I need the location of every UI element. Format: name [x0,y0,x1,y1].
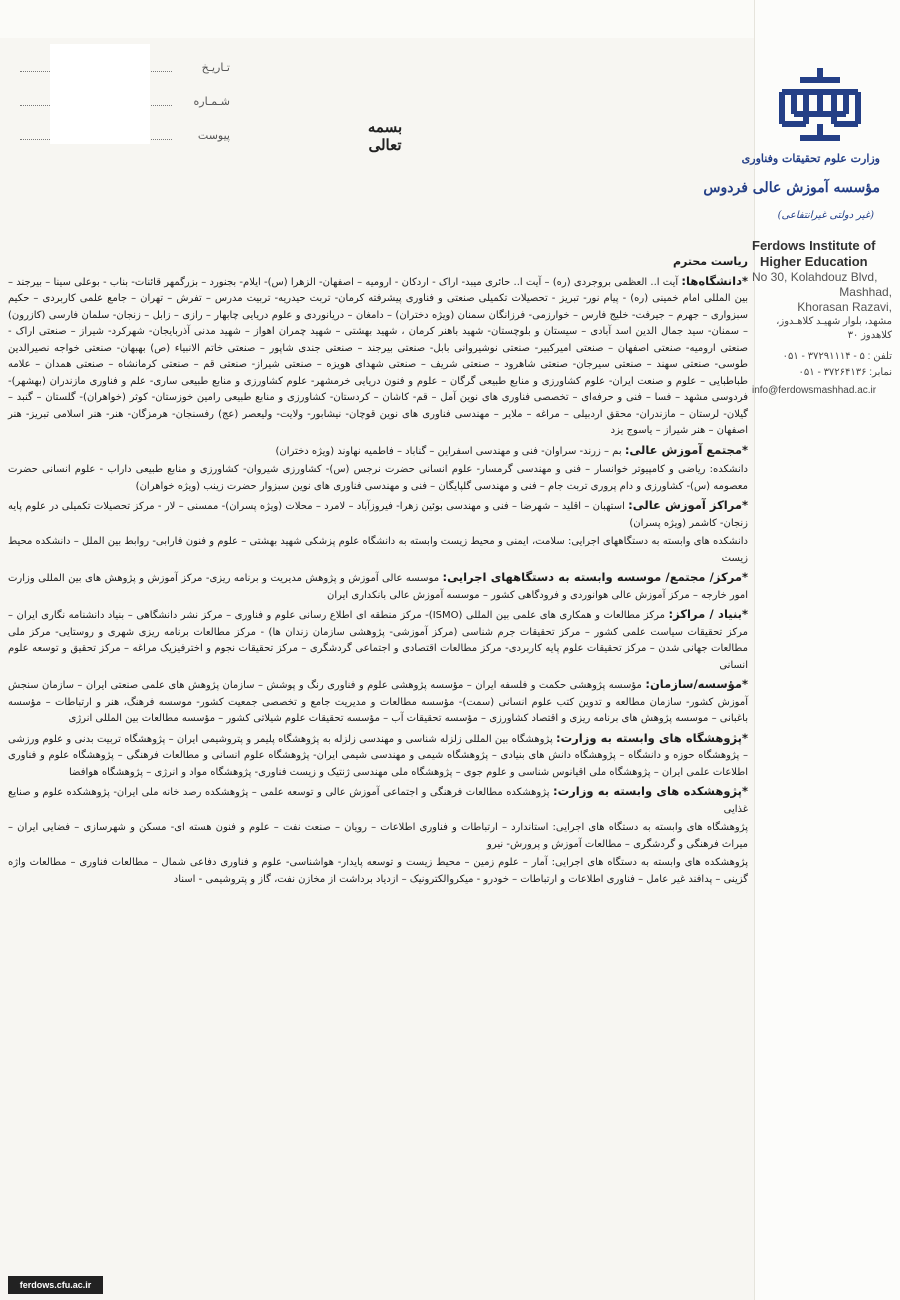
phone-number: تلفن : ۵ - ۳۷۲۹۱۱۱۴ - ۰۵۱ [782,351,892,362]
section-text: دانشکده: ریاضی و کامپیوتر خوانسار – فنی و مهندسی گرمسار- علوم انسانی حضرت نرجس (س)- کشاورزی شیروان- کشاورزی و منابع طبیعی داراب - علوم انسانی حضرت معصومه (س)- کشاورزی و دام پروری تربت جام – فنی و مهندسی گلپایگان – فنی و مهندسی فناوری های نوین سبزوار حضرت زینب (ویژه خواهران) [8,464,748,492]
letter-section [8,820,748,853]
section-label: *دانشگاه‌ها: [681,273,748,288]
section-text: پژوهشکده های وابسته به دستگاه های اجرایی: آمار – علوم زمین – محیط زیست و توسعه پایدار- هواشناسی- علوم و فناوری دفاعی شمال – مطالعات فناوری – مطالعات واژه گزینی – پدافند غیر عامل – فناوری اطلاعات و ارتباطات – خودرو - میکروالکترونیک – ازدیاد برداشت از مخازن نفت، گاز و پتروشیمی - اسناد [8,857,748,885]
section-text: مؤسسه پژوهشی حکمت و فلسفه ایران – مؤسسه پژوهشی علوم و فناوری رنگ و پوشش – سازمان پژوهش های علمی صنعتی ایران – سازمان سنجش آموزش کشور- سازمان مطالعه و تدوین کتب علوم انسانی (سمت)- مؤسسه مطالعات و مدیریت جامع و تخصصی جمعیت کشور- موسسه فرهنگ، هنر و ارتباطات – مؤسسه باغبانی – موسسه پژوهش های برنامه ریزی و اقتصاد کشاورزی – مؤسسه تحقیقات آب – مؤسسه تحقیقات علوم شیلاتی کشور – مؤسسه مطالعات بین المللی انرژی [8,680,748,724]
section-label: *مؤسسه/سازمان: [645,677,748,691]
address-en-line2: Mashhad, [839,285,892,299]
section-text: پژوهشگاه بین المللی زلزله شناسی و مهندسی زلزله به پژوهشگاه پلیمر و پتروشیمی ایران – پژوهشگاه تربیت بدنی و علوم ورزشی – پژوهشگاه حوزه و دانشگاه – پژوهشگاه دانش های بنیادی – پژوهشگاه شیمی و مهندسی شیمی ایران- پژوهشگاه علوم انسانی و مطالعات فرهنگی – پژوهشگاه علوم و فناوری اطلاعات علمی ایران – پژوهشگاه ملی اقیانوس شناسی و علوم جوی – پژوهشگاه ملی مهندسی ژنتیک و زیست فناوری- پژوهشگاه مواد و انرژی – پژوهشگاه هوافضا [8,733,748,778]
section-label: *پژوهشگاه های وابسته به وزارت: [556,730,748,745]
salutation: رياست محترم [672,255,748,268]
institute-name-fa: مؤسسه آموزش عالی فردوس [703,180,880,196]
address-fa-line1: مشهد، بلوار شهيـد کلاهـدوز، [776,316,892,327]
section-text: پژوهشگاه های وابسته به دستگاه های اجرایی: استاندارد – ارتباطات و فناوری اطلاعات – رویان – صنعت نفت – علوم و فنون هسته ای- مسکن و شهرسازی – فضایی ایران – میراث فرهنگی و گردشگری – مطالعات آموزش و پرورش- نیرو [8,822,748,850]
section-text: پژوهشکده مطالعات فرهنگی و اجتماعی آموزش عالی و توسعه علمی – پژوهشکده رصد خانه ملی ایران- پژوهشکده علوم و صنایع غذایی [8,787,748,815]
attachment-label: پيوست [197,128,230,142]
section-text: استهبان – اقلید – شهرضا – فنی و مهندسی بوئین زهرا- فیروزآباد – لامرد – محلات (ویژه پسران)- ممسنی – لار - مرکز تحصیلات تکمیلی در علوم پایه زنجان- کاشمر (ویژه پسران) [8,501,748,529]
letter-body [8,254,748,890]
letter-section [8,497,748,532]
address-fa-line2: کلاهدوز ۳۰ [847,330,892,341]
letter-section [8,730,748,782]
letter-sections [8,273,748,889]
section-text: مرکز مطالعات و همکاری های علمی بین المللی (ISMO)- مرکز منطقه ای اطلاع رسانی علوم و فناوری – مرکز نشر دانشگاهی – بنیاد دانشنامه نگاری ایران – مرکز تحقیقات سیاست علمی کشور – مرکز تحقیقات جرم شناسی (مرکز آموزشی- پژوهشی سازمان زندان ها) - مرکز مطالعات برنامه ریزی شهری و روستایی- مرکز ملی مطالعات جهانی شدن – مرکز تحقیقات علوم پایه کاربردی- مرکز مطالعات اقتصادی و اجتماعی گردشگری – مرکز تحقیقات نجوم و اخترفیزیک مراغه – مرکز تحقیق و توسعه علوم انسانی [8,610,748,671]
date-label: تـاريـخ [201,60,230,74]
section-text: موسسه عالی آموزش و پژوهش مدیریت و برنامه ریزی- مرکز آموزش و پژوهش های بین المللی وزارت امور خارجه – مرکز آموزش عالی هوانوردی و فرودگاهی کشور – موسسه آموزش عالی بانکداری ایران [8,573,748,601]
section-label: *بنیاد / مراکز: [668,607,748,621]
email-address[interactable]: info@ferdowsmashhad.ac.ir [752,385,877,396]
number-label: شـمـاره [193,94,230,108]
letter-section [8,855,748,888]
letter-section [8,569,748,604]
letter-section [8,606,748,674]
basmala: بسمه تعالی [367,118,403,154]
section-text: بم – زرند- سراوان- فنی و مهندسی اسفراین – گناباد – فاطمیه نهاوند (ویژه دختران) [275,445,622,457]
logo-emblem-icon [760,62,880,144]
institute-name-en-line1: Ferdows Institute of [752,238,876,253]
institute-name-en-line2: Higher Education [760,254,868,269]
section-text: دانشکده های وابسته به دستگاههای اجرایی: سلامت، ایمنی و محیط زیست وابسته به دانشگاه علوم پزشکی شهید بهشتی – علوم و فنون فارابی- روابط بین الملل – دانشکده محیط زیست [8,536,748,564]
address-en-line3: Khorasan Razavi, [797,300,892,314]
ministry-name: وزارت علوم تحقیقات وفناوری [741,152,880,165]
letter-section [8,676,748,728]
letter-section [8,442,748,461]
letter-section [8,534,748,567]
section-text: آیت ا.. العظمی بروجردی (ره) – آیت ا.. حائری میبد- اراک - اردکان - ارومیه – اصفهان- الزهرا (س)- ایلام- بجنورد – بزرگمهر قائنات- بناب - بوعلی سینا – بیرجند – بین المللی امام خمینی (ره) - پیام نور- تبریز - تحصیلات تکمیلی صنعتی و فناوری پیشرفته کرمان- تربت حیدریه- تربیت مدرس – تفرش – تهران – جامع علمی کاربردی – حکیم سبزواری – جهرم – جیرفت- خلیج فارس – خوارزمی- فرزانگان سمنان (ویژه دختران) – دامغان – دریانوردی و علوم دریایی چابهار – رازی – زابل – زنجان- سلمان فارسی (کازرون) – سمنان- سید جمال الدین اسد آبادی – سیستان و بلوچستان- شهید باهنر کرمان ، شهید بهشتی – شهید چمران اهواز – شهید مدنی آذربایجان- شهرکرد- شیراز – صنعتی اراک - صنعتی ارومیه- صنعتی اصفهان – صنعتی امیرکبیر- صنعتی نوشیروانی بابل- صنعتی بیرجند – صنعتی جندی شاپور – صنعتی خاتم الانبیاء (ص) بهبهان- صنعتی خواجه نصیرالدین طوسی- صنعتی سهند – صنعتی سیرجان- صنعتی شاهرود – صنعتی شریف – صنعتی شهدای هویزه – صنعتی شیراز- صنعتی قم – صنعتی کرمانشاه – صنعتی همدان – علامه طباطبایی – علوم و صنعت ایران- علوم کشاورزی و منابع طبیعی گرگان – علوم و فنون دریایی خرمشهر- علوم کشاورزی و منابع طبیعی ساری- علم و فناوری مازندران (بهشهر)- فردوسی مشهد – فسا – فنی و حرفه‌ای – تخصصی فناوری های نوین آمل – قم- کاشان – کردستان- کشاورزی و منابع طبیعی رامین خوزستان- کوثر (خواهران)- گلستان – گنبد – گیلان- لرستان – مازندران- محقق اردبیلی – مراغه – ملایر – مهندسی فناوری های نوین قوچان- نیشابور- ولایت- ولیعصر (عج) رفسنجان- هرمزگان- هنر- هنر اسلامی تبریز- هنر اصفهان – هنر شیراز – یاسوج یزد [8,276,748,436]
letter-section [8,462,748,495]
redaction-box [50,44,150,144]
institute-type-note: (غیر دولتی غیرانتفاعی) [777,210,874,221]
institute-logo [760,62,880,144]
section-label: *پژوهشکده های وابسته به وزارت: [553,784,748,798]
address-en-line1: No 30, Kolahdouz Blvd, [752,270,878,284]
section-label: *مراکز آموزش عالی: [628,498,748,512]
section-label: *مجتمع آموزش عالی: [624,442,748,457]
institute-contact [752,238,892,396]
letter-section [8,273,748,440]
fax-number: نمابر: ۳۷۲۶۴۱۳۶ - ۰۵۱ [798,367,892,378]
footer-url[interactable]: ferdows.cfu.ac.ir [8,1276,103,1294]
letter-section [8,783,748,818]
section-label: *مرکز/ مجتمع/ موسسه وابسته به دستگاههای اجرایی: [442,570,748,584]
